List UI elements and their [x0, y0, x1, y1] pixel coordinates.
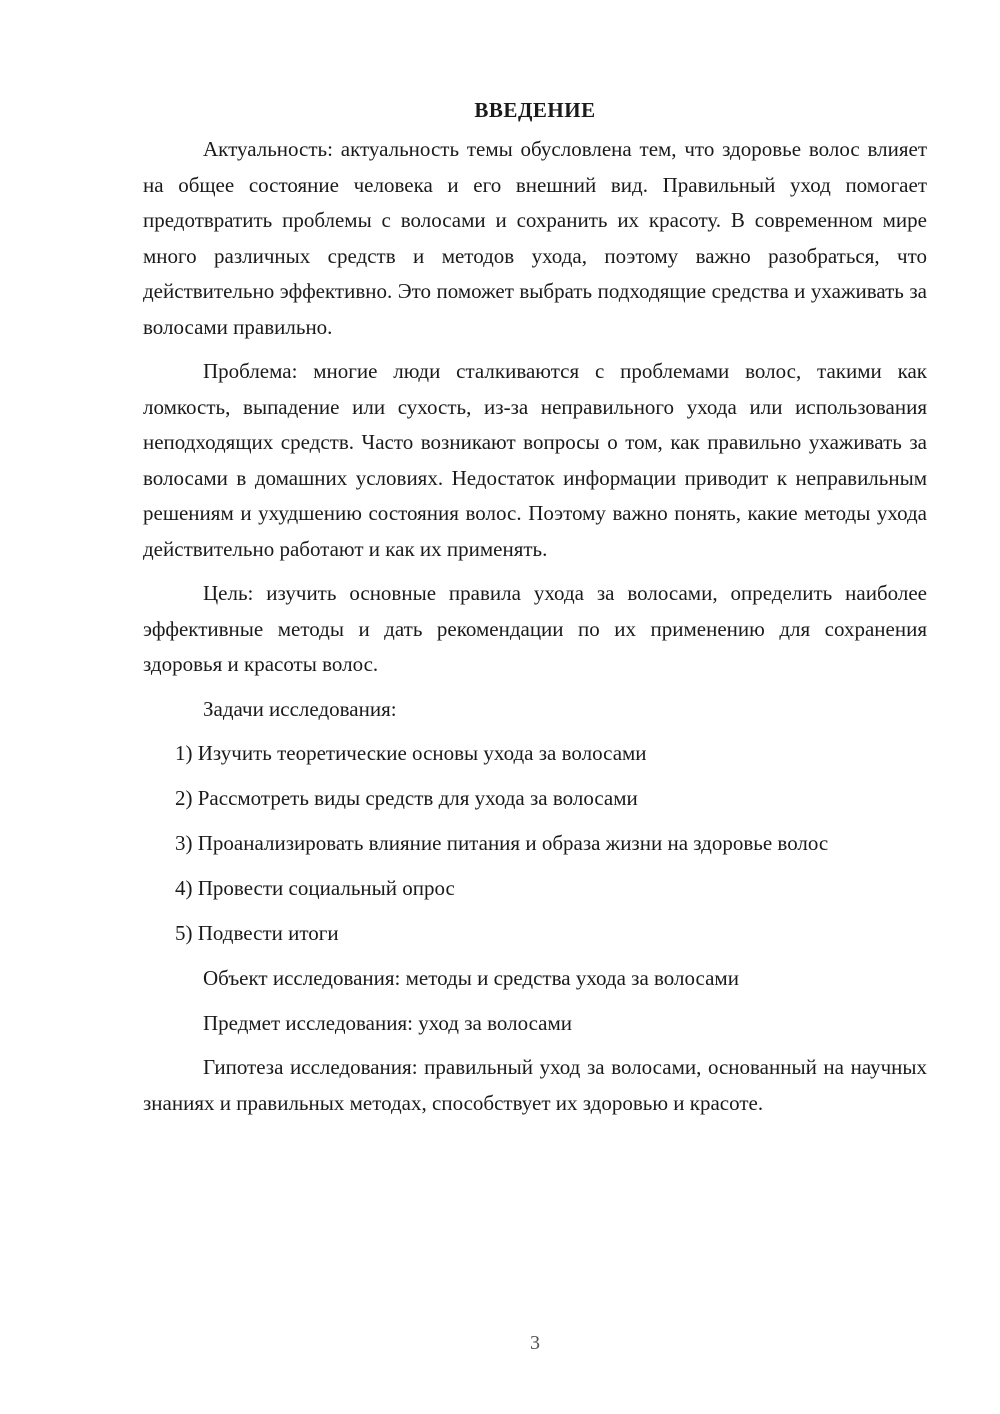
list-item: 2) Рассмотреть виды средств для ухода за волосами: [175, 786, 638, 810]
page-number: 3: [530, 1332, 540, 1354]
paragraph-problem: Проблема: многие люди сталкиваются с проблемами волос, такими как ломкость, выпадение или сухость, из-за неправильного ухода или использования неподходящих средств. Часто возникают вопросы о том, как правильно ухаживать за волосами в домашних условиях. Недостаток информации приводит к неправильным решениям и ухудшению состояния волос. Поэтому важно понять, какие методы ухода действительно работают и как их применять.: [143, 359, 927, 561]
paragraph-object: Объект исследования: методы и средства ухода за волосами: [203, 966, 739, 990]
paragraph-subject: Предмет исследования: уход за волосами: [203, 1010, 573, 1035]
paragraph-goal: Цель: изучить основные правила ухода за волосами, определить наиболее эффективные методы и дать рекомендации по их применению для сохранения здоровья и красоты волос.: [143, 581, 927, 676]
list-item: 5) Подвести итоги: [175, 921, 339, 945]
tasks-list: [143, 736, 927, 952]
paragraph-relevance: Актуальность: актуальность темы обусловлена тем, что здоровье волос влияет на общее состояние человека и его внешний вид. Правильный уход помогает предотвратить проблемы с волосами и сохранить их красоту. В современном мире много различных средств и методов ухода, поэтому важно разобраться, что действительно эффективно. Это поможет выбрать подходящие средства и ухаживать за волосами правильно.: [143, 137, 927, 339]
list-item: 1) Изучить теоретические основы ухода за волосами: [175, 741, 647, 765]
paragraph-tasks-heading: Задачи исследования:: [203, 696, 397, 721]
list-item: 4) Провести социальный опрос: [175, 876, 455, 900]
paragraph-hypothesis: Гипотеза исследования: правильный уход за волосами, основанный на научных знаниях и правильных методах, способствует их здоровью и красоте.: [143, 1055, 927, 1115]
list-item: 3) Проанализировать влияние питания и образа жизни на здоровье волос: [175, 831, 829, 855]
page-title: ВВЕДЕНИЕ: [474, 98, 596, 122]
document-page: [143, 92, 927, 1130]
